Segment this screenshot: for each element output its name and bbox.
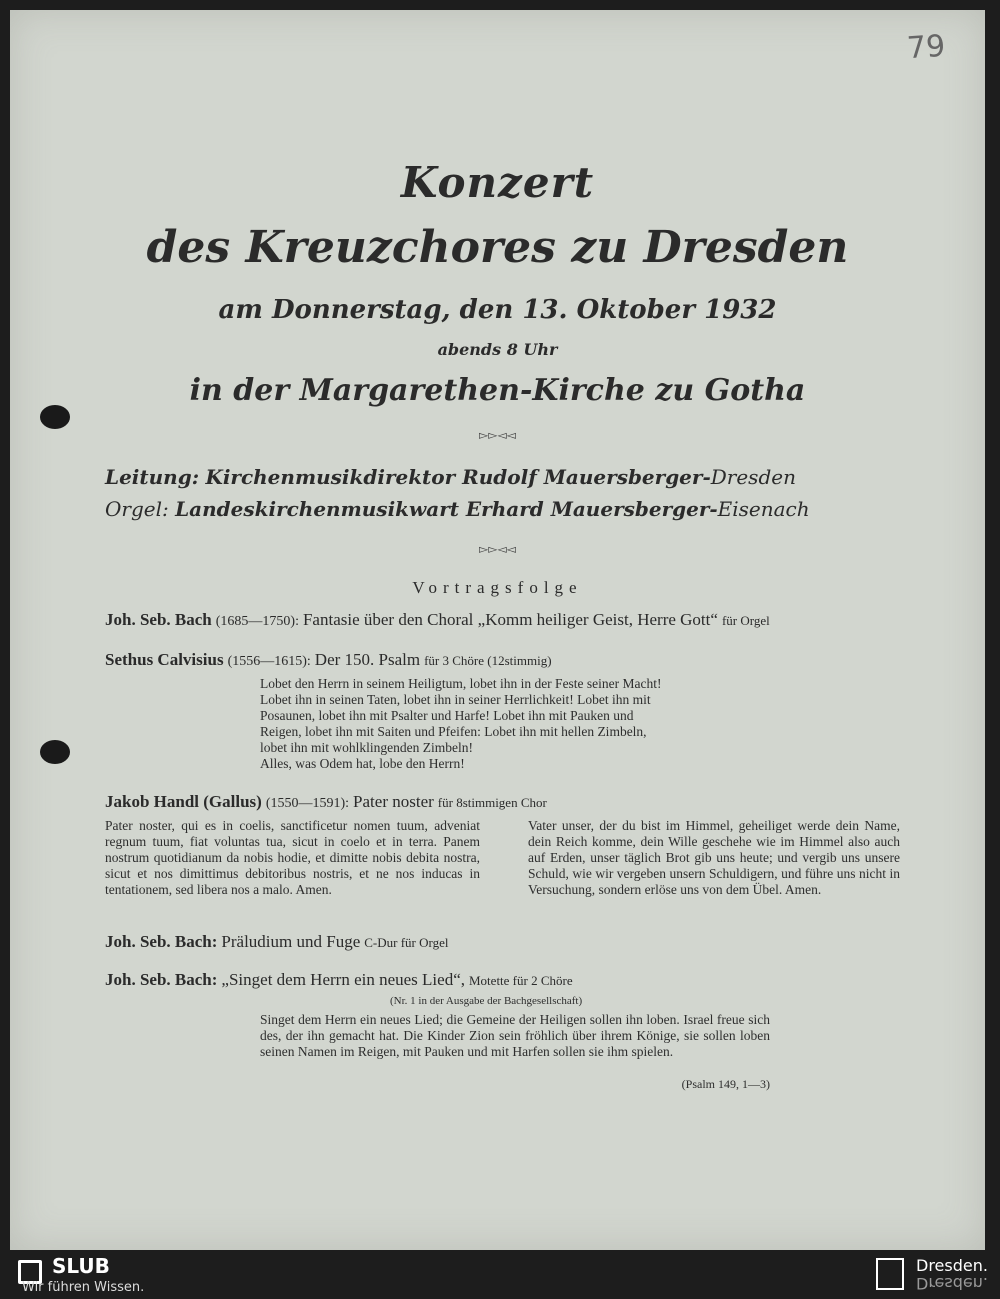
slub-name: SLUB [52,1254,110,1278]
organist-label: Orgel: [105,497,169,521]
conductor-name: Kirchenmusikdirektor Rudolf Mauersberger- [205,465,711,489]
work-title: Fantasie über den Choral „Komm heiliger Geist, Herre Gott“ [302,610,718,629]
composer-years: (1556—1615): [227,654,311,669]
work-note: für 8stimmigen Chor [437,795,547,810]
program-item-4 [105,932,449,952]
program-item-5 [105,970,573,990]
date-line: am Donnerstag, den 13. Oktober 1932 [218,295,777,325]
conductor-label: Leitung: [105,465,200,489]
composer: Joh. Seb. Bach: [105,932,218,951]
composer: Jakob Handl (Gallus) [105,792,262,811]
ornament-divider: ▻▻◅◅ [479,542,516,556]
conductor-line [105,465,796,489]
work-title: Der 150. Psalm [314,650,421,669]
program-heading: Vortragsfolge [412,578,583,597]
work-note: für Orgel [721,613,770,628]
text-line: Posaunen, lobet ihn mit Psalter und Harfe! Lobet ihn mit Pauken und [260,708,634,723]
time-line: abends 8 Uhr [437,340,558,359]
work-note: C-Dur für Orgel [364,935,449,950]
page-number: 79 [905,28,947,67]
work-title: „Singet dem Herrn ein neues Lied“, [221,970,465,989]
text-line: lobet ihn mit wohlklingenden Zimbeln! [260,740,473,755]
work-note: Motette für 2 Chöre [469,973,573,988]
work-note: für 3 Chöre (12stimmig) [424,653,552,668]
dresden-label-mirror: Dresden. [916,1274,988,1293]
organist-place: Eisenach [717,497,810,521]
text-line: Lobet ihn in seinen Taten, lobet ihn in seiner Herrlichkeit! Lobet ihn mit [260,692,651,707]
ornament-divider: ▻▻◅◅ [479,428,516,442]
work-title: Präludium und Fuge [221,932,361,951]
motet-text: Singet dem Herrn ein neues Lied; die Gemeine der Heiligen sollen ihn loben. Israel freue sich des, der ihn gemacht hat. Die Kinder Zion sein fröhlich über ihrem Könige, sie sollen loben seinen Namen im Reigen, mit Pauken und mit Harfen sollen sie ihm spielen. [260,1012,770,1059]
program-item-3 [105,792,547,812]
program-item-2 [105,650,552,670]
composer: Sethus Calvisius [105,650,224,669]
composer: Joh. Seb. Bach [105,610,212,629]
conductor-place: Dresden [710,465,796,489]
title-line-2: des Kreuzchores zu Dresden [146,222,849,273]
document-page [10,10,985,1250]
work-title: Pater noster [353,792,434,811]
edition-note: (Nr. 1 in der Ausgabe der Bachgesellschaft) [390,995,583,1007]
punch-hole [40,740,70,764]
composer-years: (1550—1591): [265,796,350,811]
punch-hole [40,405,70,429]
text-line: Reigen, lobet ihn mit Saiten und Pfeifen: Lobet ihn mit hellen Zimbeln, [260,724,647,739]
program-item-1 [105,610,770,630]
dresden-shield-icon [876,1258,904,1290]
composer: Joh. Seb. Bach: [105,970,218,989]
venue-line: in der Margarethen-Kirche zu Gotha [189,373,806,408]
footer-bar [0,1250,1000,1299]
text-line: Lobet den Herrn in seinem Heiligtum, lobet ihn in der Feste seiner Macht! [260,676,662,691]
organist-name: Landeskirchenmusikwart Erhard Mauersberger- [175,497,718,521]
organist-line [105,497,810,521]
slub-tagline: Wir führen Wissen. [22,1280,145,1295]
psalm-text [260,676,790,772]
latin-text: Pater noster, qui es in coelis, sanctificetur nomen tuum, adveniat regnum tuum, fiat voluntas tua, sicut in coelo et in terra. Panem nostrum quotidianum da nobis hodie, et dimitte nobis debita nostra, sicut et nos dimittimus debitoribus nostris, et ne nos inducas in tentationem, sed libera nos a malo. Amen. [105,818,480,897]
german-text: Vater unser, der du bist im Himmel, geheiliget werde dein Name, dein Reich komme, dein Wille geschehe wie im Himmel also auch auf Erden, unser täglich Brot gib uns heute; und vergib uns unsere Schuld, wie wir vergeben unsern Schuldigern, und führe uns nicht in Versuchung, sondern erlöse uns von dem Übel. Amen. [528,818,900,897]
title-line-1: Konzert [400,158,595,207]
composer-years: (1685—1750): [215,614,299,629]
text-line: Alles, was Odem hat, lobe den Herrn! [260,756,465,771]
psalm-reference: (Psalm 149, 1—3) [681,1077,770,1091]
dresden-label: Dresden. [916,1256,988,1275]
